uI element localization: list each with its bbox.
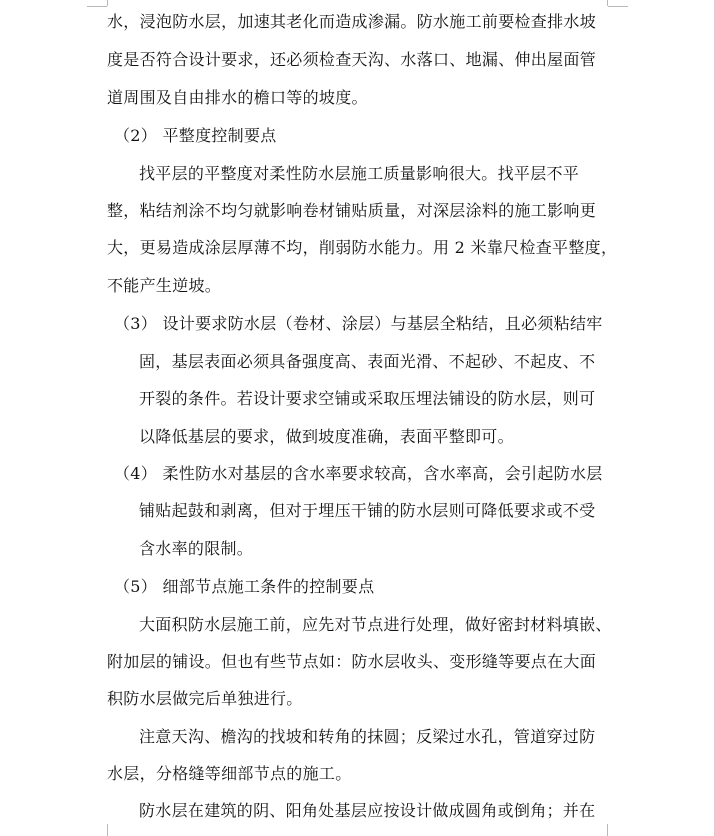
text-line: 不能产生逆坡。 <box>107 276 222 295</box>
text-line: 水，浸泡防水层，加速其老化而造成渗漏。防水施工前要检查排水坡 <box>107 12 597 31</box>
list-item: （3） 设计要求防水层（卷材、涂层）与基层全粘结，且必须粘结牢 <box>114 314 603 333</box>
text-line: 以降低基层的要求，做到坡度准确，表面平整即可。 <box>139 427 514 446</box>
text-line: 度是否符合设计要求，还必须检查天沟、水落口、地漏、伸出屋面管 <box>107 50 597 69</box>
text-line: 道周围及自由排水的檐口等的坡度。 <box>107 88 368 107</box>
text-line: 整，粘结剂涂不均匀就影响卷材铺贴质量，对深层涂料的施工影响更 <box>107 201 597 220</box>
text-line: 铺贴起鼓和剥离，但对于埋压干铺的防水层则可降低要求或不受 <box>139 501 596 520</box>
text-line: 大面积防水层施工前，应先对节点进行处理，做好密封材料填嵌、 <box>139 615 612 634</box>
crop-mark-bottom-right <box>607 824 608 836</box>
text-line: 大，更易造成涂层厚薄不均，削弱防水能力。用 2 米靠尺检查平整度， <box>107 238 618 257</box>
text-line: 含水率的限制。 <box>139 539 254 558</box>
text-line: 开裂的条件。若设计要求空铺或采取压埋法铺设的防水层，则可 <box>139 389 596 408</box>
crop-mark-top-right-horizontal <box>608 6 628 7</box>
section-heading: （5） 细部节点施工条件的控制要点 <box>114 577 375 596</box>
text-line: 附加层的铺设。但也有些节点如：防水层收头、变形缝等要点在大面 <box>107 652 597 671</box>
list-item: （4） 柔性防水对基层的含水率要求较高，含水率高，会引起防水层 <box>114 464 603 483</box>
text-line: 水层，分格缝等细部节点的施工。 <box>107 764 352 783</box>
text-line: 固，基层表面必须具备强度高、表面光滑、不起砂、不起皮、不 <box>139 352 596 371</box>
section-heading: （2） 平整度控制要点 <box>114 126 277 145</box>
crop-mark-top-left <box>107 0 108 6</box>
text-line: 防水层在建筑的阴、阳角处基层应按设计做成圆角或倒角；并在 <box>139 801 596 820</box>
text-line: 积防水层做完后单独进行。 <box>107 689 303 708</box>
crop-mark-top-left-horizontal <box>87 6 107 7</box>
crop-mark-bottom-left <box>107 824 108 836</box>
text-line: 注意天沟、檐沟的找坡和转角的抹圆；反梁过水孔，管道穿过防 <box>139 727 596 746</box>
text-line: 找平层的平整度对柔性防水层施工质量影响很大。找平层不平 <box>139 164 580 183</box>
